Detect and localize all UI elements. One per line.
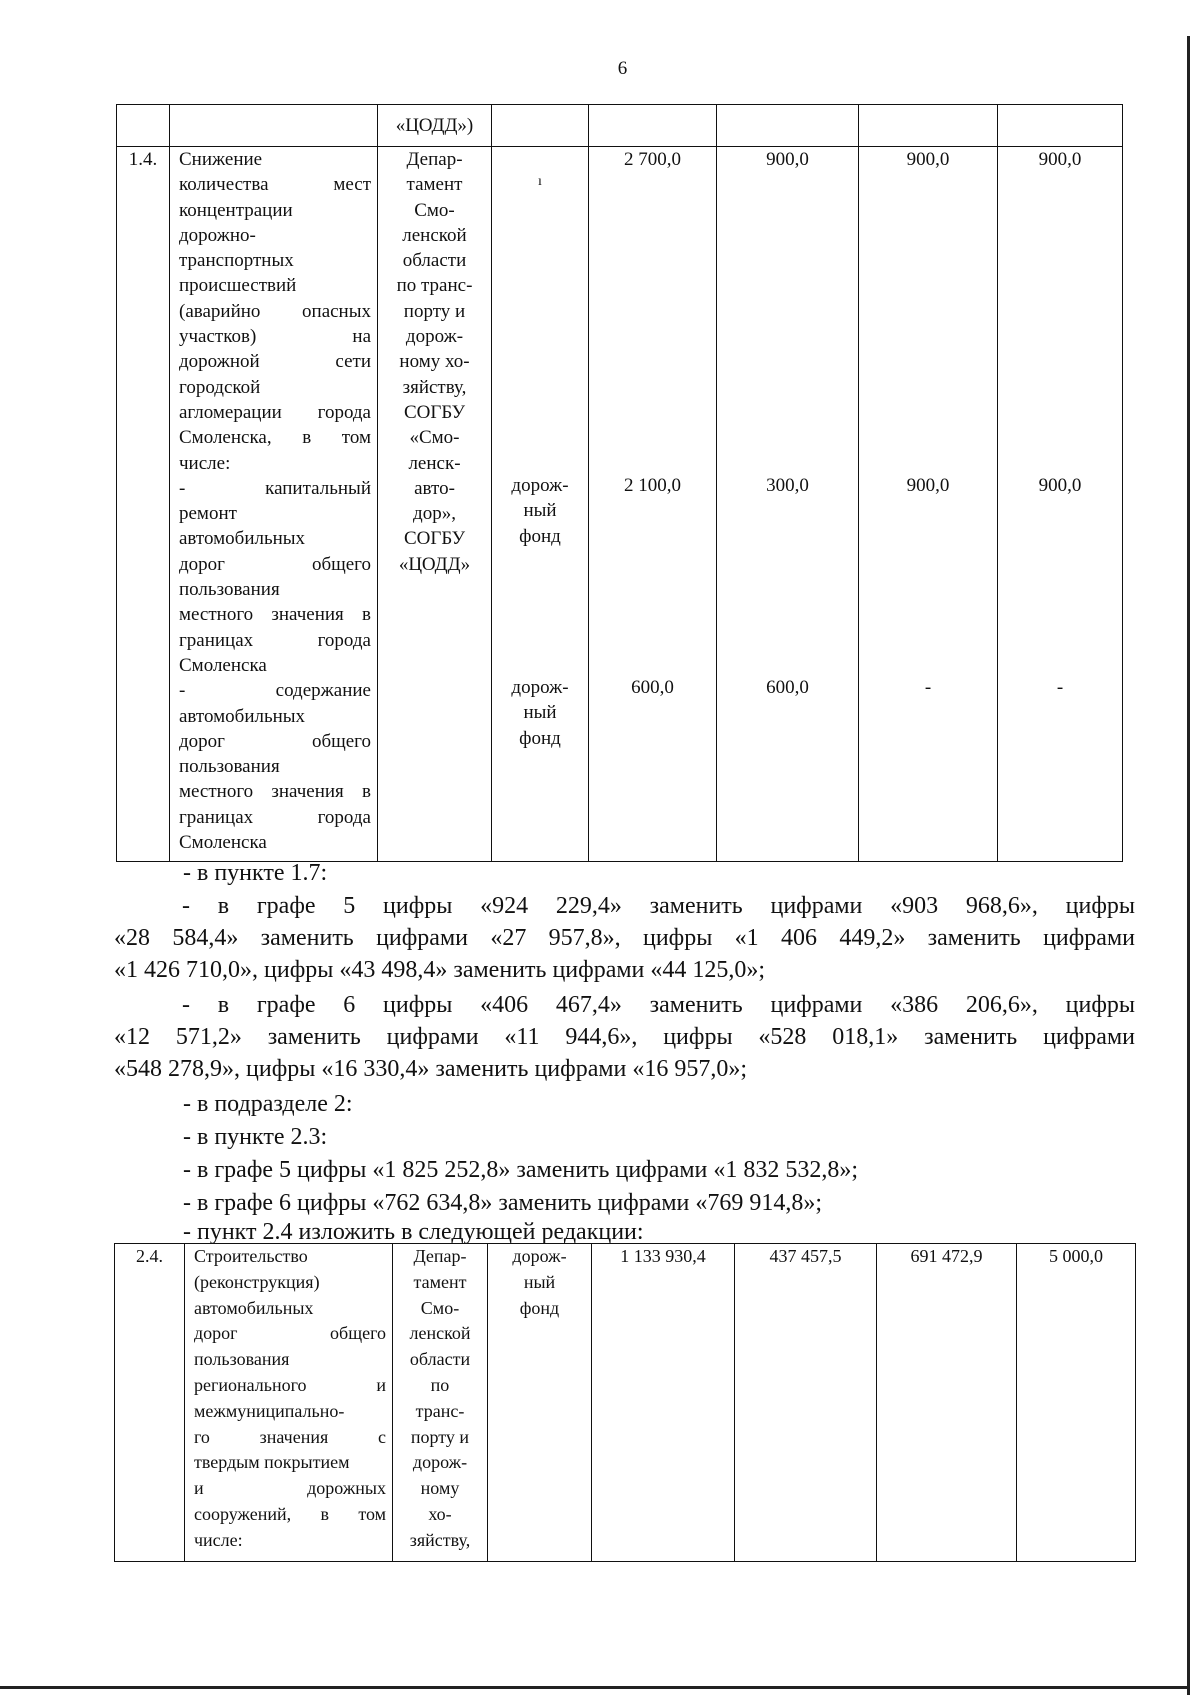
- row-number: 1.4.: [117, 147, 170, 862]
- year1-cell: 437 457,5: [735, 1244, 877, 1562]
- year3-cell: 5 000,0: [1017, 1244, 1136, 1562]
- org-continuation: «ЦОДД»): [378, 105, 492, 147]
- funding-source-sub1: дорож- ный фонд: [511, 475, 569, 547]
- program-table-part-2: [114, 1243, 1136, 1562]
- text-para-8: - пункт 2.4 изложить в следующей редакции:: [183, 1219, 644, 1245]
- responsible-org-cell: Депар- тамент Смо- ленской области по транс- порту и дорож- ному хо- зяйству,: [393, 1244, 488, 1562]
- scan-edge-bottom: [0, 1686, 1190, 1689]
- total-cell: 2 700,0 2 100,0 600,0: [589, 147, 717, 862]
- measure-name-cell: Снижение количества мест концентрации дорожно- транспортных происшествий (аварийно опасных участков) на дорожной сети городской агломерации города Смоленска, в том числе: - капитальный ремонт автомобильных дорог общего пользования местного значения в границах города Смоленска - содержание автомобильных дорог общего пользования местного значения в границах города Смоленска: [170, 147, 378, 862]
- responsible-org-cell: Депар- тамент Смо- ленской области по транс- порту и дорож- ному хо- зяйству, СОГБУ «Смо- ленск- авто- дор», СОГБУ «ЦОДД»: [378, 147, 492, 862]
- year3-cell: 900,0 900,0 -: [998, 147, 1123, 862]
- year2-cell: 691 472,9: [877, 1244, 1017, 1562]
- text-para-2: - в графе 5 цифры «924 229,4» заменить цифрами «903 968,6», цифры «28 584,4» заменить цифрами «27 957,8», цифры «1 406 449,2» заменить цифрами «1 426 710,0», цифры «43 498,4» заменить цифрами «44 125,0»;: [114, 893, 1135, 983]
- funding-source-cell: дорож- ный фонд: [488, 1244, 592, 1562]
- text-para-1: - в пункте 1.7:: [183, 860, 328, 886]
- text-para-5: - в пункте 2.3:: [183, 1124, 328, 1150]
- table-row-continuation: [117, 105, 1123, 147]
- table-row-2-4: [115, 1244, 1136, 1562]
- text-para-6: - в графе 5 цифры «1 825 252,8» заменить цифрами «1 832 532,8»;: [183, 1157, 859, 1183]
- text-para-3: - в графе 6 цифры «406 467,4» заменить цифрами «386 206,6», цифры «12 571,2» заменить цифрами «11 944,6», цифры «528 018,1» заменить цифрами «548 278,9», цифры «16 330,4» заменить цифрами «16 957,0»;: [114, 992, 1135, 1082]
- table-row-1-4: [117, 147, 1123, 862]
- stray-mark: ı: [538, 174, 542, 189]
- row-number: 2.4.: [115, 1244, 185, 1562]
- text-para-7: - в графе 6 цифры «762 634,8» заменить цифрами «769 914,8»;: [183, 1190, 823, 1216]
- page-number: 6: [617, 58, 628, 79]
- program-table-part-1: [116, 104, 1123, 862]
- measure-name-cell: Строительство (реконструкция) автомобильных дорог общего пользования регионального и межмуниципально- го значения с твердым покрытием и дорожных сооружений, в том числе:: [185, 1244, 393, 1562]
- year1-cell: 900,0 300,0 600,0: [717, 147, 859, 862]
- scan-edge-right: [1187, 36, 1190, 1695]
- funding-source-cell: [492, 147, 589, 862]
- funding-source-sub2: дорож- ный фонд: [511, 677, 569, 749]
- year2-cell: 900,0 900,0 -: [859, 147, 998, 862]
- text-para-4: - в подразделе 2:: [183, 1091, 353, 1117]
- total-cell: 1 133 930,4: [592, 1244, 735, 1562]
